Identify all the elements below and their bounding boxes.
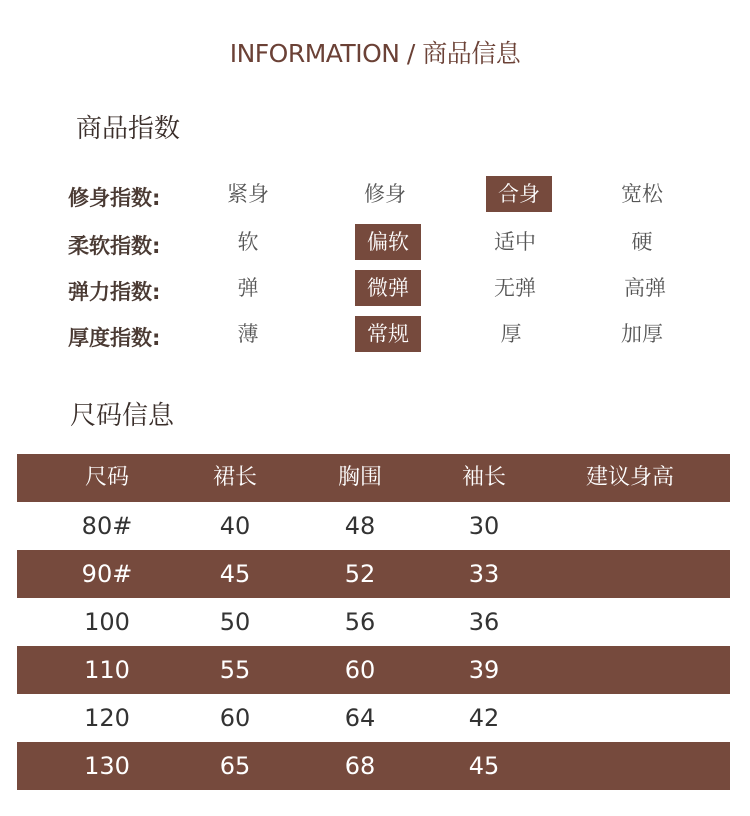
index-option-selected: 偏软 (355, 224, 421, 260)
index-label: 柔软指数: (68, 234, 161, 258)
table-cell: 60 (219, 704, 251, 732)
table-cell: 55 (219, 656, 251, 684)
table-cell: 130 (84, 752, 130, 780)
index-option-selected: 合身 (486, 176, 552, 212)
index-option: 修身 (364, 182, 406, 206)
table-row (17, 742, 730, 790)
page-title: INFORMATION / 商品信息 (229, 39, 521, 68)
thickness-index-row (0, 314, 750, 354)
column-header: 裙长 (212, 465, 257, 490)
table-cell: 45 (219, 560, 251, 588)
table-row (17, 646, 730, 694)
product-index-heading: 商品指数 (76, 114, 181, 144)
table-row (17, 550, 730, 598)
table-row (17, 598, 730, 646)
index-label: 厚度指数: (68, 326, 161, 350)
table-cell: 33 (468, 560, 500, 588)
index-option-selected: 微弹 (355, 270, 421, 306)
index-option: 无弹 (494, 276, 536, 300)
table-cell: 90# (81, 560, 133, 588)
table-cell: 56 (344, 608, 376, 636)
column-header: 胸围 (337, 465, 382, 490)
table-header-row (17, 454, 730, 502)
size-table (17, 454, 730, 790)
size-info-heading: 尺码信息 (70, 401, 175, 431)
index-option: 硬 (631, 230, 653, 254)
table-cell: 60 (344, 656, 376, 684)
table-cell: 120 (84, 704, 130, 732)
table-cell: 45 (468, 752, 500, 780)
table-cell (560, 502, 700, 550)
table-cell: 42 (468, 704, 500, 732)
table-cell: 30 (468, 512, 500, 540)
softness-index-row (0, 222, 750, 262)
table-cell (560, 694, 700, 742)
index-option: 高弹 (624, 276, 666, 300)
index-label: 修身指数: (68, 186, 161, 210)
table-cell: 52 (344, 560, 376, 588)
index-option-selected: 常规 (355, 316, 421, 352)
table-cell: 100 (84, 608, 130, 636)
table-row (17, 694, 730, 742)
table-cell: 80# (81, 512, 133, 540)
table-cell: 65 (219, 752, 251, 780)
table-cell: 68 (344, 752, 376, 780)
table-cell: 36 (468, 608, 500, 636)
table-cell: 48 (344, 512, 376, 540)
index-option: 薄 (237, 322, 259, 346)
index-option: 宽松 (621, 182, 663, 206)
table-cell: 50 (219, 608, 251, 636)
elasticity-index-row (0, 268, 750, 308)
index-option: 适中 (494, 230, 536, 254)
index-option: 加厚 (621, 322, 663, 346)
column-header: 尺码 (84, 465, 129, 490)
table-cell (560, 598, 700, 646)
table-cell: 64 (344, 704, 376, 732)
table-cell: 110 (84, 656, 130, 684)
table-row (17, 502, 730, 550)
index-label: 弹力指数: (68, 280, 161, 304)
index-option: 弹 (237, 276, 259, 300)
table-cell: 39 (468, 656, 500, 684)
index-option: 软 (237, 230, 259, 254)
table-cell: 40 (219, 512, 251, 540)
column-header: 袖长 (461, 465, 506, 490)
fit-index-row (0, 174, 750, 214)
table-cell (560, 742, 700, 790)
index-option: 紧身 (227, 182, 269, 206)
index-option: 厚 (500, 322, 522, 346)
table-cell (560, 550, 700, 598)
table-cell (560, 646, 700, 694)
column-header: 建议身高 (585, 465, 674, 490)
